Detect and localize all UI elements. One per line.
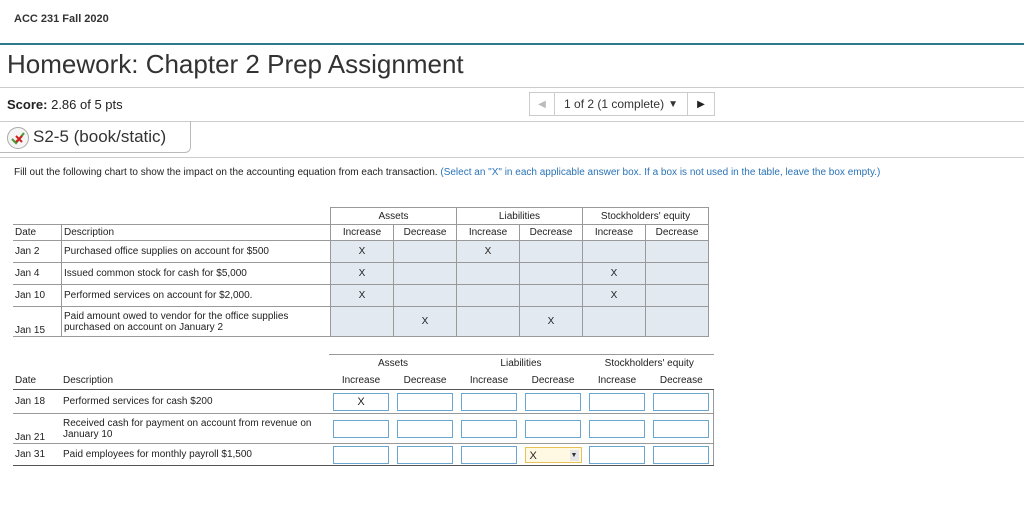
column-header: Decrease — [521, 372, 585, 390]
course-name: ACC 231 Fall 2020 — [14, 13, 109, 25]
column-header: Decrease — [646, 225, 709, 241]
column-header: Increase — [329, 372, 393, 390]
group-header-liabilities: Liabilities — [457, 208, 583, 225]
answer-table-input — [13, 354, 714, 466]
answer-input[interactable] — [653, 446, 709, 464]
instruction-note: (Select an "X" in each applicable answer box. If a box is not used in the table, leave the box empty.) — [440, 167, 881, 178]
column-header-date: Date — [13, 372, 61, 390]
row-description: Paid employees for monthly payroll $1,500 — [61, 444, 329, 466]
triangle-down-icon: ▼ — [668, 98, 678, 110]
answer-input[interactable] — [589, 446, 645, 464]
column-header-date: Date — [13, 225, 62, 241]
answer-input[interactable] — [333, 446, 389, 464]
column-header: Decrease — [649, 372, 714, 390]
answer-cell — [457, 263, 520, 285]
score-value: 2.86 of 5 pts — [51, 97, 123, 112]
row-date: Jan 2 — [13, 241, 62, 263]
answer-input[interactable]: X — [333, 393, 389, 411]
instructions — [14, 167, 880, 178]
divider — [0, 87, 1024, 88]
answer-table-completed — [13, 207, 709, 337]
group-header-assets: Assets — [329, 355, 457, 372]
next-question-button[interactable] — [688, 92, 715, 116]
triangle-left-icon: ◀ — [538, 98, 546, 110]
answer-cell — [646, 285, 709, 307]
answer-input[interactable] — [333, 420, 389, 438]
group-header-equity: Stockholders' equity — [585, 355, 714, 372]
group-header-assets: Assets — [331, 208, 457, 225]
answer-cell: X — [520, 307, 583, 337]
question-progress: 1 of 2 (1 complete) — [564, 97, 665, 111]
row-date: Jan 10 — [13, 285, 62, 307]
answer-cell — [646, 263, 709, 285]
question-navigator — [529, 92, 715, 116]
answer-input[interactable] — [589, 420, 645, 438]
answer-input[interactable] — [525, 393, 581, 411]
column-header: Increase — [331, 225, 394, 241]
row-date: Jan 21 — [13, 414, 61, 444]
row-description: Performed services for cash $200 — [61, 390, 329, 414]
answer-input[interactable] — [461, 420, 517, 438]
answer-input[interactable] — [461, 446, 517, 464]
score-label: Score: — [7, 97, 48, 112]
answer-cell — [331, 307, 394, 337]
row-date: Jan 18 — [13, 390, 61, 414]
partial-credit-icon — [7, 127, 29, 149]
column-header: Increase — [457, 372, 521, 390]
header-divider — [0, 43, 1024, 45]
divider — [0, 157, 1024, 158]
column-header-description: Description — [62, 225, 331, 241]
answer-input[interactable] — [461, 393, 517, 411]
question-select[interactable] — [555, 92, 688, 116]
row-date: Jan 31 — [13, 444, 61, 466]
answer-cell — [394, 285, 457, 307]
answer-input[interactable] — [397, 446, 453, 464]
answer-cell — [520, 241, 583, 263]
answer-dropdown[interactable] — [525, 447, 582, 463]
answer-cell: X — [331, 241, 394, 263]
instruction-text: Fill out the following chart to show the impact on the accounting equation from each transaction. — [14, 167, 438, 178]
column-header: Decrease — [520, 225, 583, 241]
triangle-right-icon: ▶ — [697, 98, 705, 110]
answer-cell — [457, 307, 520, 337]
answer-cell: X — [583, 285, 646, 307]
row-description: Paid amount owed to vendor for the office supplies purchased on account on January 2 — [62, 307, 331, 337]
row-date: Jan 15 — [13, 307, 62, 337]
row-description: Received cash for payment on account from revenue on January 10 — [61, 414, 329, 444]
answer-cell — [646, 241, 709, 263]
answer-cell: X — [394, 307, 457, 337]
column-header: Increase — [583, 225, 646, 241]
answer-input[interactable] — [397, 393, 453, 411]
triangle-down-icon: ▼ — [570, 451, 578, 459]
answer-cell — [583, 241, 646, 263]
answer-cell: X — [331, 263, 394, 285]
dropdown-value: X — [529, 449, 537, 462]
answer-input[interactable] — [397, 420, 453, 438]
score — [7, 97, 123, 112]
answer-cell — [394, 241, 457, 263]
answer-cell: X — [583, 263, 646, 285]
row-description: Issued common stock for cash for $5,000 — [62, 263, 331, 285]
answer-input[interactable] — [525, 420, 581, 438]
page-title: Homework: Chapter 2 Prep Assignment — [7, 49, 464, 79]
column-header: Decrease — [394, 225, 457, 241]
column-header-description: Description — [61, 372, 329, 390]
row-date: Jan 4 — [13, 263, 62, 285]
answer-input[interactable] — [653, 393, 709, 411]
group-header-equity: Stockholders' equity — [583, 208, 709, 225]
answer-cell: X — [457, 241, 520, 263]
row-description: Performed services on account for $2,000. — [62, 285, 331, 307]
answer-cell: X — [331, 285, 394, 307]
column-header: Increase — [585, 372, 649, 390]
column-header: Increase — [457, 225, 520, 241]
answer-cell — [457, 285, 520, 307]
question-title: S2-5 (book/static) — [33, 127, 167, 146]
answer-cell — [646, 307, 709, 337]
previous-question-button[interactable] — [529, 92, 555, 116]
group-header-liabilities: Liabilities — [457, 355, 585, 372]
answer-cell — [520, 285, 583, 307]
answer-input[interactable] — [653, 420, 709, 438]
answer-cell — [520, 263, 583, 285]
answer-cell — [394, 263, 457, 285]
column-header: Decrease — [393, 372, 457, 390]
answer-input[interactable] — [589, 393, 645, 411]
answer-cell — [583, 307, 646, 337]
row-description: Purchased office supplies on account for $500 — [62, 241, 331, 263]
